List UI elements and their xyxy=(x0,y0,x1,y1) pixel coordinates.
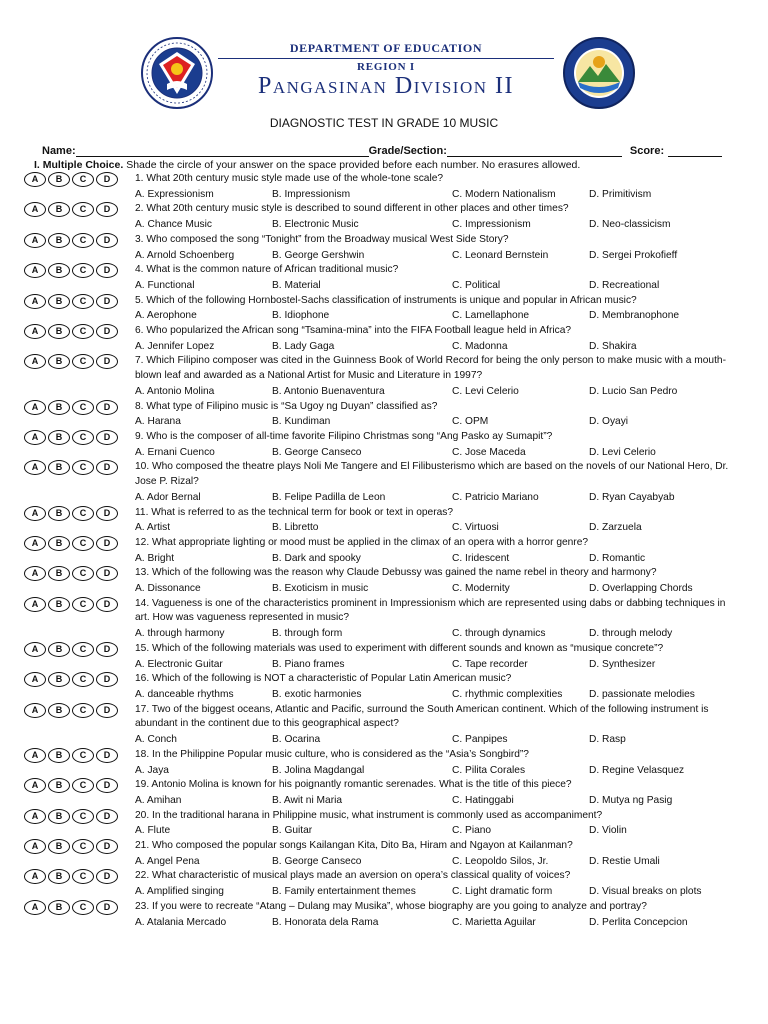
answer-bubble-b[interactable]: B xyxy=(48,839,70,854)
question-text: 7. Which Filipino composer was cited in the Guinness Book of World Record for being the only person to make music with a mouth-blown leaf and awarded as a National Artist for Music and Literature in 1997? xyxy=(135,355,726,382)
answer-bubble-a[interactable]: A xyxy=(24,778,46,793)
answer-bubble-d[interactable]: D xyxy=(96,202,118,217)
answer-bubbles xyxy=(24,354,128,370)
answer-bubble-d[interactable]: D xyxy=(96,536,118,551)
answer-bubble-c[interactable]: C xyxy=(72,172,94,187)
answer-bubble-d[interactable]: D xyxy=(96,869,118,884)
answer-bubble-d[interactable]: D xyxy=(96,400,118,415)
answer-bubble-b[interactable]: B xyxy=(48,430,70,445)
option-b: B. Idiophone xyxy=(272,310,330,322)
answer-options xyxy=(135,414,733,430)
option-a: A. Atalania Mercado xyxy=(135,916,227,928)
option-a: A. through harmony xyxy=(135,628,225,640)
option-d: D. Shakira xyxy=(589,340,637,352)
option-d: D. Levi Celerio xyxy=(589,446,656,458)
option-b: B. Guitar xyxy=(272,825,313,837)
question-text: 5. Which of the following Hornbostel-Sachs classification of instruments is unique and popular in African music? xyxy=(135,294,637,306)
option-c: C. Modernity xyxy=(452,583,510,595)
option-d: D. Membranophone xyxy=(589,310,680,322)
grade-section-field[interactable] xyxy=(447,145,622,157)
option-d: D. Recreational xyxy=(589,279,660,291)
option-c: C. Light dramatic form xyxy=(452,886,553,898)
answer-options xyxy=(135,793,733,809)
question-item xyxy=(0,748,768,778)
option-d: D. through melody xyxy=(589,628,673,640)
option-d: D. Ryan Cayabyab xyxy=(589,491,675,503)
question-item xyxy=(0,400,768,430)
option-c: C. Levi Celerio xyxy=(452,385,519,397)
answer-bubbles xyxy=(24,642,128,658)
answer-bubble-a[interactable]: A xyxy=(24,263,46,278)
answer-bubble-b[interactable]: B xyxy=(48,778,70,793)
question-text: 21. Who composed the popular songs Kailangan Kita, Dito Ba, Hiram and Ngayon at Kailanman? xyxy=(135,840,573,851)
option-c: C. Madonna xyxy=(452,340,508,352)
answer-bubble-b[interactable]: B xyxy=(48,672,70,687)
question-item xyxy=(0,703,768,748)
answer-options xyxy=(135,217,733,233)
student-info-line xyxy=(42,145,726,157)
option-c: C. Piano xyxy=(452,825,492,837)
option-a: A. Jennifer Lopez xyxy=(135,340,215,352)
answer-bubble-c[interactable]: C xyxy=(72,809,94,824)
option-b: B. George Canseco xyxy=(272,855,362,867)
answer-bubble-d[interactable]: D xyxy=(96,703,118,718)
answer-bubbles xyxy=(24,597,128,613)
option-c: C. Marietta Aguilar xyxy=(452,916,536,928)
answer-options xyxy=(135,187,733,203)
option-a: A. Electronic Guitar xyxy=(135,658,223,670)
answer-options xyxy=(135,854,733,870)
division-title: Pangasinan Division II xyxy=(258,73,514,99)
question-item xyxy=(0,233,768,263)
answer-bubbles xyxy=(24,703,128,719)
answer-bubble-a[interactable]: A xyxy=(24,748,46,763)
option-c: C. Patricio Mariano xyxy=(452,491,539,503)
option-a: A. Conch xyxy=(135,734,177,746)
answer-options xyxy=(135,732,733,748)
answer-bubbles xyxy=(24,778,128,794)
option-d: D. Mutya ng Pasig xyxy=(589,795,673,807)
answer-bubble-a[interactable]: A xyxy=(24,324,46,339)
answer-bubble-c[interactable]: C xyxy=(72,263,94,278)
question-text: 22. What characteristic of musical plays made an aversion on opera’s classical quality of voices? xyxy=(135,870,571,882)
option-c: C. Leopoldo Silos, Jr. xyxy=(452,855,549,867)
answer-options xyxy=(135,551,733,567)
option-d: D. Regine Velasquez xyxy=(589,764,685,776)
answer-bubble-a[interactable]: A xyxy=(24,672,46,687)
answer-bubbles xyxy=(24,233,128,249)
answer-bubble-a[interactable]: A xyxy=(24,566,46,581)
answer-bubbles xyxy=(24,809,128,825)
answer-bubble-c[interactable]: C xyxy=(72,869,94,884)
answer-bubbles xyxy=(24,566,128,582)
answer-bubbles xyxy=(24,400,128,416)
answer-bubble-c[interactable]: C xyxy=(72,748,94,763)
answer-bubble-c[interactable]: C xyxy=(72,703,94,718)
option-d: D. Sergei Prokofieff xyxy=(589,249,678,261)
option-b: B. Honorata dela Rama xyxy=(272,916,379,928)
question-text: 4. What is the common nature of African traditional music? xyxy=(135,264,399,276)
answer-bubble-b[interactable]: B xyxy=(48,202,70,217)
option-b: B. Lady Gaga xyxy=(272,340,335,352)
question-text: 20. In the traditional harana in Philippine music, what instrument is commonly used as accompaniment? xyxy=(135,809,603,821)
answer-bubble-a[interactable]: A xyxy=(24,460,46,475)
answer-bubble-b[interactable]: B xyxy=(48,294,70,309)
question-item xyxy=(0,597,768,642)
question-item xyxy=(0,354,768,399)
answer-bubble-a[interactable]: A xyxy=(24,900,46,915)
option-b: B. Electronic Music xyxy=(272,219,359,231)
question-item xyxy=(0,900,768,930)
question-item xyxy=(0,324,768,354)
answer-bubble-d[interactable]: D xyxy=(96,566,118,581)
answer-bubble-b[interactable]: B xyxy=(48,460,70,475)
option-d: D. Visual breaks on plots xyxy=(589,886,702,898)
option-a: A. Bright xyxy=(135,552,175,564)
answer-bubbles xyxy=(24,172,128,188)
question-text: 1. What 20th century music style made use of the whole-tone scale? xyxy=(135,173,444,184)
option-b: B. Family entertainment themes xyxy=(272,886,416,898)
question-text: 17. Two of the biggest oceans, Atlantic and Pacific, surround the South American continent. Which of the following instrument is abundant in the continent due to this geographical aspect? xyxy=(135,703,709,730)
question-item xyxy=(0,778,768,808)
answer-bubbles xyxy=(24,748,128,764)
option-a: A. Antonio Molina xyxy=(135,385,215,397)
answer-options xyxy=(135,445,733,461)
option-a: A. Harana xyxy=(135,416,181,428)
answer-bubble-b[interactable]: B xyxy=(48,400,70,415)
answer-bubble-c[interactable]: C xyxy=(72,900,94,915)
option-b: B. Impressionism xyxy=(272,188,351,200)
answer-bubble-d[interactable]: D xyxy=(96,748,118,763)
option-b: B. Awit ni Maria xyxy=(272,795,343,807)
option-b: B. Libretto xyxy=(272,522,319,534)
answer-bubble-d[interactable]: D xyxy=(96,809,118,824)
option-a: A. Chance Music xyxy=(135,219,213,231)
option-b: B. Material xyxy=(272,279,321,291)
option-a: A. danceable rhythms xyxy=(135,689,234,701)
question-item xyxy=(0,506,768,536)
grade-section-label: Grade/Section: xyxy=(368,145,447,157)
option-c: C. Hatinggabi xyxy=(452,795,514,807)
answer-bubble-b[interactable]: B xyxy=(48,703,70,718)
option-d: D. Lucio San Pedro xyxy=(589,385,678,397)
answer-bubble-d[interactable]: D xyxy=(96,430,118,445)
question-text: 15. Which of the following materials was used to experiment with different sounds and known as “musique concrete”? xyxy=(135,642,664,654)
question-text: 11. What is referred to as the technical term for book or text in operas? xyxy=(135,506,454,518)
answer-bubble-b[interactable]: B xyxy=(48,597,70,612)
answer-options xyxy=(135,763,733,779)
answer-options xyxy=(135,384,733,400)
option-a: A. Expressionism xyxy=(135,188,214,200)
answer-options xyxy=(135,626,733,642)
option-d: D. Neo-classicism xyxy=(589,219,671,231)
answer-bubble-b[interactable]: B xyxy=(48,748,70,763)
question-item xyxy=(0,294,768,324)
answer-bubble-c[interactable]: C xyxy=(72,460,94,475)
answer-options xyxy=(135,657,733,673)
option-b: B. Antonio Buenaventura xyxy=(272,385,385,397)
answer-options xyxy=(135,520,733,536)
answer-bubble-b[interactable]: B xyxy=(48,263,70,278)
answer-bubble-d[interactable]: D xyxy=(96,597,118,612)
answer-bubble-d[interactable]: D xyxy=(96,839,118,854)
answer-bubble-b[interactable]: B xyxy=(48,354,70,369)
instructions-heading: I. Multiple Choice. xyxy=(34,159,124,171)
answer-bubble-b[interactable]: B xyxy=(48,869,70,884)
answer-bubble-a[interactable]: A xyxy=(24,400,46,415)
answer-bubble-d[interactable]: D xyxy=(96,233,118,248)
answer-bubble-d[interactable]: D xyxy=(96,642,118,657)
option-b: B. Ocarina xyxy=(272,734,321,746)
question-text: 3. Who composed the song “Tonight” from the Broadway musical West Side Story? xyxy=(135,233,509,245)
option-d: D. Restie Umali xyxy=(589,855,660,867)
question-item xyxy=(0,536,768,566)
option-c: C. Leonard Bernstein xyxy=(452,249,549,261)
option-d: D. Perlita Concepcion xyxy=(589,916,688,928)
answer-bubble-a[interactable]: A xyxy=(24,354,46,369)
answer-bubbles xyxy=(24,294,128,310)
question-text: 9. Who is the composer of all-time favorite Filipino Christmas song “Ang Pasko ay Sumapit”? xyxy=(135,430,553,442)
region-title: REGION I xyxy=(356,61,416,73)
answer-bubble-a[interactable]: A xyxy=(24,233,46,248)
option-c: C. Tape recorder xyxy=(452,658,528,670)
option-c: C. through dynamics xyxy=(452,628,546,640)
option-c: C. Iridescent xyxy=(452,552,510,564)
name-label: Name: xyxy=(42,145,76,157)
answer-bubbles xyxy=(24,839,128,855)
option-a: A. Arnold Schoenberg xyxy=(135,249,235,261)
question-list xyxy=(0,172,768,930)
question-item xyxy=(0,460,768,505)
answer-bubble-c[interactable]: C xyxy=(72,778,94,793)
option-c: C. rhythmic complexities xyxy=(452,689,563,701)
answer-bubble-d[interactable]: D xyxy=(96,354,118,369)
answer-bubble-b[interactable]: B xyxy=(48,536,70,551)
option-b: B. exotic harmonies xyxy=(272,689,362,701)
answer-bubble-c[interactable]: C xyxy=(72,430,94,445)
answer-bubble-c[interactable]: C xyxy=(72,839,94,854)
answer-bubbles xyxy=(24,263,128,279)
answer-bubble-d[interactable]: D xyxy=(96,294,118,309)
option-b: B. George Gershwin xyxy=(272,249,365,261)
question-item xyxy=(0,809,768,839)
answer-options xyxy=(135,339,733,355)
option-d: D. Zarzuela xyxy=(589,522,642,534)
answer-bubble-d[interactable]: D xyxy=(96,324,118,339)
option-a: A. Angel Pena xyxy=(135,855,200,867)
answer-options xyxy=(135,823,733,839)
answer-bubbles xyxy=(24,430,128,446)
question-text: 14. Vagueness is one of the characteristics prominent in Impressionism which are represented using dabs or dabbing techniques in art. How was vagueness represented in music? xyxy=(135,597,726,624)
answer-bubbles xyxy=(24,536,128,552)
answer-bubble-a[interactable]: A xyxy=(24,642,46,657)
question-text: 13. Which of the following was the reason why Claude Debussy was gained the name rebel in theory and harmony? xyxy=(135,567,657,579)
name-field[interactable] xyxy=(76,145,369,157)
question-item xyxy=(0,566,768,596)
question-text: 8. What type of Filipino music is “Sa Ugoy ng Duyan” classified as? xyxy=(135,400,438,412)
answer-options xyxy=(135,490,733,506)
option-c: C. Modern Nationalism xyxy=(452,188,556,200)
answer-bubbles xyxy=(24,506,128,522)
answer-bubble-d[interactable]: D xyxy=(96,506,118,521)
question-item xyxy=(0,202,768,232)
answer-bubbles xyxy=(24,324,128,340)
option-a: A. Ador Bernal xyxy=(135,491,201,503)
header-rule xyxy=(218,58,554,59)
answer-bubbles xyxy=(24,202,128,218)
option-a: A. Jaya xyxy=(135,764,169,776)
question-text: 16. Which of the following is NOT a characteristic of Popular Latin American music? xyxy=(135,673,512,685)
question-item xyxy=(0,869,768,899)
answer-bubble-b[interactable]: B xyxy=(48,809,70,824)
option-b: B. Piano frames xyxy=(272,658,345,670)
option-a: A. Amihan xyxy=(135,795,182,807)
option-b: B. Felipe Padilla de Leon xyxy=(272,491,386,503)
answer-bubble-a[interactable]: A xyxy=(24,172,46,187)
answer-bubble-c[interactable]: C xyxy=(72,354,94,369)
answer-bubble-a[interactable]: A xyxy=(24,294,46,309)
option-c: C. Impressionism xyxy=(452,219,531,231)
option-a: A. Ernani Cuenco xyxy=(135,446,215,458)
option-c: C. Jose Maceda xyxy=(452,446,526,458)
answer-bubble-d[interactable]: D xyxy=(96,172,118,187)
option-a: A. Dissonance xyxy=(135,583,201,595)
option-b: B. through form xyxy=(272,628,343,640)
option-a: A. Aerophone xyxy=(135,310,197,322)
option-b: B. Jolina Magdangal xyxy=(272,764,365,776)
answer-bubble-a[interactable]: A xyxy=(24,839,46,854)
question-item xyxy=(0,172,768,202)
answer-options xyxy=(135,687,733,703)
question-item xyxy=(0,642,768,672)
option-d: D. Rasp xyxy=(589,734,626,746)
option-c: C. OPM xyxy=(452,416,489,428)
answer-bubble-d[interactable]: D xyxy=(96,263,118,278)
answer-options xyxy=(135,581,733,597)
option-d: D. Synthesizer xyxy=(589,658,656,670)
option-a: A. Amplified singing xyxy=(135,886,224,898)
score-label: Score: xyxy=(629,145,665,157)
answer-bubble-c[interactable]: C xyxy=(72,400,94,415)
answer-bubble-a[interactable]: A xyxy=(24,202,46,217)
option-a: A. Functional xyxy=(135,279,195,291)
answer-bubble-d[interactable]: D xyxy=(96,460,118,475)
answer-bubble-c[interactable]: C xyxy=(72,506,94,521)
answer-bubble-a[interactable]: A xyxy=(24,597,46,612)
option-d: D. Violin xyxy=(589,825,627,837)
option-a: A. Flute xyxy=(135,825,171,837)
option-c: C. Pilita Corales xyxy=(452,764,526,776)
instructions-text: Shade the circle of your answer on the space provided before each number. No erasures allowed. xyxy=(126,159,581,171)
answer-bubble-c[interactable]: C xyxy=(72,536,94,551)
question-text: 12. What appropriate lighting or mood must be applied in the climax of an opera with a horror genre? xyxy=(135,536,589,548)
option-c: C. Lamellaphone xyxy=(452,310,530,322)
answer-options xyxy=(135,278,733,294)
answer-bubble-c[interactable]: C xyxy=(72,672,94,687)
question-text: 18. In the Philippine Popular music culture, who is considered as the “Asia’s Songbird”? xyxy=(135,748,529,760)
answer-bubble-a[interactable]: A xyxy=(24,703,46,718)
answer-bubble-d[interactable]: D xyxy=(96,778,118,793)
answer-bubble-a[interactable]: A xyxy=(24,809,46,824)
answer-bubbles xyxy=(24,672,128,688)
question-text: 23. If you were to recreate “Atang – Dulang may Musika”, whose biography are you going to analyze and portray? xyxy=(135,900,647,912)
answer-bubble-b[interactable]: B xyxy=(48,506,70,521)
answer-options xyxy=(135,248,733,264)
answer-bubble-b[interactable]: B xyxy=(48,172,70,187)
option-a: A. Artist xyxy=(135,522,171,534)
option-b: B. Kundiman xyxy=(272,416,331,428)
instructions xyxy=(34,159,734,171)
option-d: D. Primitivism xyxy=(589,188,652,200)
answer-bubble-c[interactable]: C xyxy=(72,202,94,217)
option-d: D. Romantic xyxy=(589,552,646,564)
question-item xyxy=(0,839,768,869)
answer-options xyxy=(135,915,733,931)
division-seal-icon xyxy=(562,36,636,110)
answer-bubbles xyxy=(24,460,128,476)
answer-bubble-c[interactable]: C xyxy=(72,233,94,248)
question-text: 6. Who popularized the African song “Tsamina-mina” into the FIFA Football league held in Africa? xyxy=(135,324,572,336)
answer-bubble-a[interactable]: A xyxy=(24,430,46,445)
option-b: B. Dark and spooky xyxy=(272,552,361,564)
answer-bubble-c[interactable]: C xyxy=(72,642,94,657)
test-title: DIAGNOSTIC TEST IN GRADE 10 MUSIC xyxy=(269,116,499,130)
answer-bubble-b[interactable]: B xyxy=(48,566,70,581)
answer-bubble-b[interactable]: B xyxy=(48,900,70,915)
score-field[interactable] xyxy=(668,145,722,157)
answer-bubble-b[interactable]: B xyxy=(48,324,70,339)
option-c: C. Panpipes xyxy=(452,734,508,746)
option-d: D. Oyayi xyxy=(589,416,629,428)
question-text: 2. What 20th century music style is described to sound different in other places and other times? xyxy=(135,203,569,215)
answer-bubbles xyxy=(24,869,128,885)
answer-bubble-b[interactable]: B xyxy=(48,642,70,657)
answer-bubble-a[interactable]: A xyxy=(24,536,46,551)
question-item xyxy=(0,430,768,460)
answer-options xyxy=(135,308,733,324)
answer-bubble-c[interactable]: C xyxy=(72,597,94,612)
option-d: D. passionate melodies xyxy=(589,689,695,701)
option-c: C. Political xyxy=(452,279,501,291)
option-b: B. Exoticism in music xyxy=(272,583,369,595)
answer-bubble-c[interactable]: C xyxy=(72,324,94,339)
department-title: DEPARTMENT OF EDUCATION xyxy=(289,41,483,55)
deped-seal-icon xyxy=(140,36,214,110)
question-item xyxy=(0,263,768,293)
option-d: D. Overlapping Chords xyxy=(589,583,693,595)
answer-bubble-a[interactable]: A xyxy=(24,506,46,521)
question-item xyxy=(0,672,768,702)
question-text: 19. Antonio Molina is known for his poignantly romantic serenades. What is the title of this piece? xyxy=(135,779,572,791)
answer-options xyxy=(135,884,733,900)
question-text: 10. Who composed the theatre plays Noli Me Tangere and El Filibusterismo which are based on the novels of our National Hero, Dr. Jose P. Rizal? xyxy=(135,461,729,488)
answer-bubbles xyxy=(24,900,128,916)
answer-bubble-a[interactable]: A xyxy=(24,869,46,884)
answer-bubble-c[interactable]: C xyxy=(72,294,94,309)
answer-bubble-d[interactable]: D xyxy=(96,672,118,687)
option-c: C. Virtuosi xyxy=(452,522,499,534)
option-b: B. George Canseco xyxy=(272,446,362,458)
answer-bubble-d[interactable]: D xyxy=(96,900,118,915)
answer-bubble-c[interactable]: C xyxy=(72,566,94,581)
answer-bubble-b[interactable]: B xyxy=(48,233,70,248)
